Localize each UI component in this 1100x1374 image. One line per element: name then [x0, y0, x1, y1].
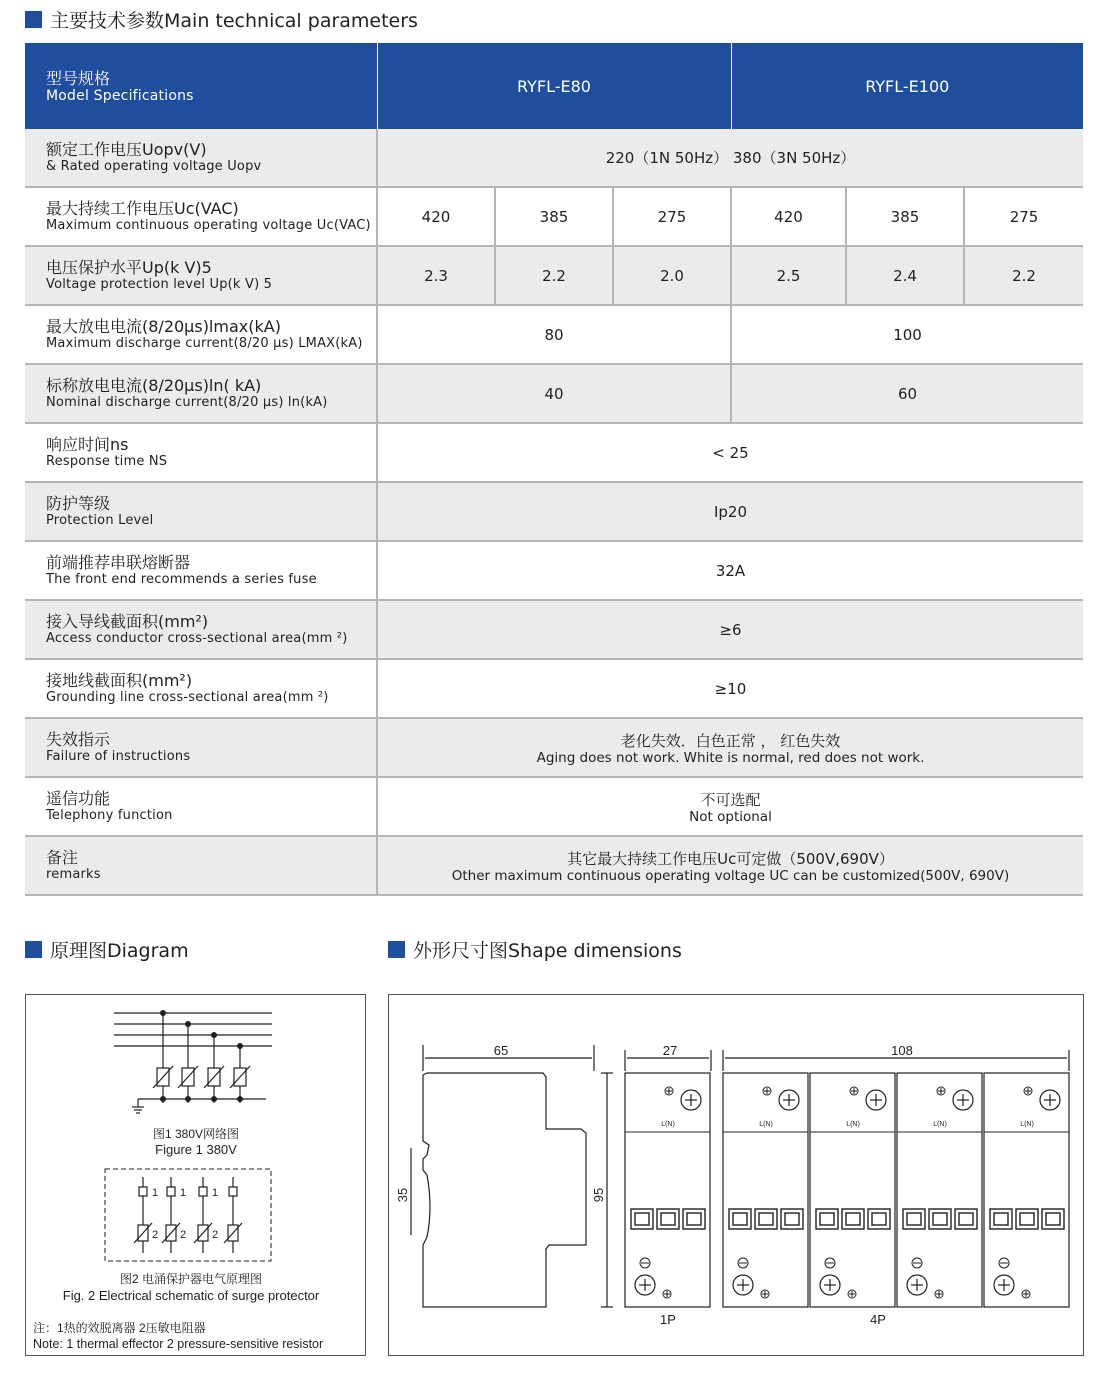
fig1-caption-cn: 图1 380V网络图: [152, 1127, 240, 1141]
table-row: [25, 246, 1083, 305]
row-value: 2.5: [731, 246, 846, 305]
row-label-cn: 前端推荐串联熔断器: [46, 553, 191, 572]
status-window: [903, 1209, 925, 1229]
row-value-cn: 老化失效．白色正常 ， 红色失效: [620, 731, 841, 750]
row-label: [25, 600, 377, 659]
row-value: [377, 718, 1083, 777]
table-row: [25, 600, 1083, 659]
row-label: [25, 423, 377, 482]
row-value: 275: [613, 187, 731, 246]
row-label-cn: 失效指示: [46, 730, 111, 749]
row-value: ≥10: [377, 659, 1083, 718]
row-label-cn: 电压保护水平Up(k V)5: [46, 258, 212, 277]
row-value: Ip20: [377, 482, 1083, 541]
row-label: [25, 482, 377, 541]
row-value: [377, 777, 1083, 836]
status-window: [929, 1209, 951, 1229]
table-row: [25, 482, 1083, 541]
ln-label: L(N): [759, 1121, 773, 1128]
header-model-e80: RYFL-E80: [377, 43, 731, 129]
row-value-cn: 其它最大持续工作电压Uc可定做（500V,690V）: [567, 849, 894, 868]
row-label-en: The front end recommends a series fuse: [46, 572, 317, 587]
diagram-box: [25, 994, 366, 1356]
label-thermal-1: 1: [212, 1187, 219, 1199]
row-label-en: remarks: [46, 867, 101, 882]
fig2-caption-cn: 图2 电涌保护器电气原理图: [119, 1272, 263, 1286]
status-window: [657, 1209, 679, 1229]
row-label: [25, 836, 377, 895]
row-value: 275: [964, 187, 1083, 246]
row-value-en: Other maximum continuous operating voltage UC can be customized(500V, 690V): [451, 867, 1010, 884]
row-label: [25, 305, 377, 364]
row-label: [25, 541, 377, 600]
module-front-view: [897, 1073, 982, 1307]
shape-drawing: [389, 995, 1083, 1355]
ln-label: L(N): [933, 1121, 947, 1128]
fig1-caption-en: Figure 1 380V: [155, 1142, 237, 1157]
row-value: 40: [377, 364, 731, 423]
row-value: 60: [731, 364, 1083, 423]
status-window: [868, 1209, 890, 1229]
row-label-en: Maximum continuous operating voltage Uc(VAC): [46, 218, 371, 233]
row-label-en: Protection Level: [46, 513, 154, 528]
table-row: [25, 305, 1083, 364]
row-label: [25, 364, 377, 423]
status-window: [955, 1209, 977, 1229]
status-window: [683, 1209, 705, 1229]
row-value: 100: [731, 305, 1083, 364]
row-value: 2.2: [964, 246, 1083, 305]
module-front-view: [984, 1073, 1069, 1307]
status-window: [781, 1209, 803, 1229]
module-group: [625, 1073, 1069, 1307]
section-square-icon: [388, 941, 405, 958]
row-label: [25, 777, 377, 836]
table-row: [25, 777, 1083, 836]
fig2-caption-en: Fig. 2 Electrical schematic of surge protector: [62, 1288, 320, 1303]
row-value: 2.3: [377, 246, 495, 305]
row-value: 80: [377, 305, 731, 364]
note-cn: 注：1热的效脱离器 2压敏电阻器: [33, 1321, 206, 1335]
label-thermal-1: 1: [152, 1187, 159, 1199]
label-4p: 4P: [870, 1312, 886, 1327]
label-varistor-2: 2: [180, 1229, 187, 1241]
row-label-cn: 防护等级: [46, 494, 111, 513]
row-label: [25, 659, 377, 718]
row-label-en: Maximum discharge current(8/20 μs) LMAX(kA): [46, 336, 363, 351]
row-value-en: Aging does not work. White is normal, red does not work.: [536, 749, 925, 766]
status-window: [990, 1209, 1012, 1229]
ln-label: L(N): [661, 1121, 675, 1128]
row-label-cn: 最大放电电流(8/20μs)lmax(kA): [46, 317, 281, 336]
row-label-cn: 接地线截面积(mm²): [46, 671, 193, 690]
header-label-cell: [25, 43, 377, 129]
module-front-view: [723, 1073, 808, 1307]
label-varistor-2: 2: [212, 1229, 219, 1241]
row-value: 385: [495, 187, 613, 246]
row-label-en: Access conductor cross-sectional area(mm ²): [46, 631, 348, 646]
diagram-schematic: [26, 995, 365, 1355]
row-value: 220（1N 50Hz） 380（3N 50Hz）: [377, 129, 1083, 187]
parameters-table: [25, 43, 1083, 896]
row-label-en: & Rated operating voltage Uopv: [46, 159, 262, 174]
dim-35-label: 35: [395, 1187, 410, 1203]
row-label: [25, 187, 377, 246]
label-1p: 1P: [660, 1312, 676, 1327]
shape-box: [388, 994, 1084, 1356]
section-square-icon: [25, 11, 42, 28]
dim-108-label: 108: [891, 1043, 913, 1058]
row-label-en: Grounding line cross-sectional area(mm ²): [46, 690, 329, 705]
diagram-section-title: [25, 936, 189, 963]
row-label-en: Telephony function: [46, 808, 173, 823]
row-value: 32A: [377, 541, 1083, 600]
table-row: [25, 718, 1083, 777]
ln-label: L(N): [846, 1121, 860, 1128]
label-varistor-2: 2: [152, 1229, 159, 1241]
shape-section-title: [388, 936, 682, 963]
row-label-en: Voltage protection level Up(k V) 5: [46, 277, 273, 292]
table-row: [25, 659, 1083, 718]
table-row: [25, 836, 1083, 895]
params-title-text: 主要技术参数Main technical parameters: [50, 10, 418, 32]
row-value-cn: 不可选配: [700, 790, 761, 809]
header-label-en: Model Specifications: [46, 87, 194, 104]
params-section-title: [25, 6, 418, 33]
label-thermal-1: 1: [180, 1187, 187, 1199]
status-window: [842, 1209, 864, 1229]
diagram-title-text: 原理图Diagram: [50, 940, 189, 962]
row-value: < 25: [377, 423, 1083, 482]
row-value: 2.4: [846, 246, 964, 305]
row-value: [377, 836, 1083, 895]
row-label: [25, 129, 377, 187]
row-value: 385: [846, 187, 964, 246]
row-label: [25, 246, 377, 305]
table-row: [25, 129, 1083, 187]
row-label: [25, 718, 377, 777]
row-value: 2.0: [613, 246, 731, 305]
shape-title-text: 外形尺寸图Shape dimensions: [413, 940, 682, 962]
row-label-en: Failure of instructions: [46, 749, 191, 764]
row-label-cn: 备注: [46, 848, 79, 867]
status-window: [755, 1209, 777, 1229]
note-en: Note: 1 thermal effector 2 pressure-sensitive resistor: [33, 1337, 324, 1351]
row-value: 2.2: [495, 246, 613, 305]
table-header-row: [25, 43, 1083, 129]
row-label-cn: 遥信功能: [46, 789, 111, 808]
status-window: [816, 1209, 838, 1229]
status-window: [729, 1209, 751, 1229]
row-label-cn: 标称放电电流(8/20μs)ln( kA): [46, 376, 262, 395]
status-window: [631, 1209, 653, 1229]
row-label-cn: 接入导线截面积(mm²): [46, 612, 209, 631]
module-front-view: [810, 1073, 895, 1307]
dim-95-label: 95: [591, 1187, 606, 1203]
row-value-en: Not optional: [689, 808, 772, 825]
row-value: 420: [377, 187, 495, 246]
table-row: [25, 423, 1083, 482]
header-model-e100: RYFL-E100: [731, 43, 1083, 129]
row-label-en: Response time NS: [46, 454, 168, 469]
header-label-cn: 型号规格: [46, 68, 111, 88]
row-label-cn: 响应时间ns: [46, 435, 129, 454]
table-row: [25, 541, 1083, 600]
module-front-view: [625, 1073, 710, 1307]
row-value: 420: [731, 187, 846, 246]
ln-label: L(N): [1020, 1121, 1034, 1128]
row-label-cn: 最大持续工作电压Uc(VAC): [46, 199, 239, 218]
table-row: [25, 187, 1083, 246]
table-row: [25, 364, 1083, 423]
row-label-cn: 额定工作电压Uopv(V): [46, 140, 207, 159]
row-label-en: Nominal discharge current(8/20 μs) ln(kA): [46, 395, 328, 410]
section-square-icon: [25, 941, 42, 958]
row-value: ≥6: [377, 600, 1083, 659]
dim-65-label: 65: [493, 1043, 509, 1058]
dim-27-label: 27: [662, 1043, 678, 1058]
